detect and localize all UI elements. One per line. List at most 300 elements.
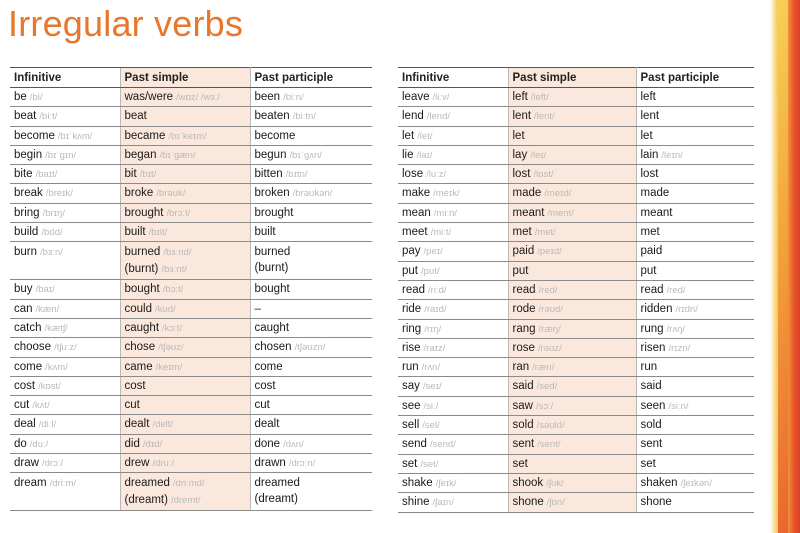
infinitive-phonetic: /ʃeɪk/ — [435, 477, 457, 489]
past-simple-word: dealt — [124, 418, 150, 431]
past-participle-cell — [250, 338, 372, 357]
past-simple-phonetic: /red/ — [538, 284, 558, 296]
verb-row — [398, 242, 754, 261]
past-participle-word: lent — [640, 110, 660, 123]
past-participle-cell — [636, 165, 754, 184]
verb-row — [10, 165, 372, 184]
infinitive-phonetic: /duː/ — [29, 438, 49, 450]
past-participle-phonetic: /dʌn/ — [283, 438, 304, 450]
infinitive-phonetic: /bɪld/ — [41, 227, 63, 239]
past-simple-cell — [120, 145, 250, 164]
infinitive-cell — [398, 493, 508, 512]
past-simple-alt-phonetic: /bɜːnt/ — [161, 264, 187, 276]
past-simple-phonetic: /left/ — [530, 92, 549, 103]
verb-row — [10, 107, 372, 126]
infinitive-cell — [10, 434, 120, 453]
header-past-simple: Past simple — [120, 68, 250, 88]
header-row — [398, 68, 754, 88]
past-participle-cell — [636, 358, 754, 377]
past-simple-word: bit — [124, 168, 137, 181]
infinitive-phonetic: /pʊt/ — [421, 265, 440, 277]
past-simple-word: left — [512, 91, 528, 103]
infinitive-word: build — [14, 226, 39, 239]
past-simple-phonetic: /dɪd/ — [142, 438, 163, 450]
verb-row — [10, 145, 372, 164]
past-participle-cell — [636, 203, 754, 222]
past-participle-word: dealt — [254, 418, 280, 431]
infinitive-cell — [398, 396, 508, 415]
infinitive-word: bite — [14, 168, 33, 181]
past-participle-cell — [250, 299, 372, 318]
past-participle-word: bitten — [254, 168, 283, 181]
past-participle-word: brought — [254, 206, 294, 219]
verb-row — [10, 376, 372, 395]
past-simple-phonetic: /ræŋ/ — [538, 323, 561, 335]
verb-row — [398, 165, 754, 184]
infinitive-phonetic: /biːt/ — [39, 111, 58, 123]
past-simple-phonetic: /rəʊz/ — [537, 342, 562, 354]
past-simple-cell — [120, 357, 250, 376]
past-participle-word: ridden — [640, 303, 673, 316]
infinitive-cell — [398, 358, 508, 377]
past-simple-phonetic: /wɒz/ /wɜː/ — [176, 92, 221, 103]
past-participle-phonetic: /biːn/ — [283, 92, 304, 103]
past-simple-word: did — [124, 437, 140, 450]
infinitive-cell — [398, 203, 508, 222]
past-simple-word: bought — [124, 283, 160, 296]
past-simple-cell — [508, 280, 636, 299]
past-simple-cell — [508, 435, 636, 454]
header-infinitive: Infinitive — [398, 68, 508, 88]
infinitive-word: make — [402, 187, 431, 200]
past-participle-phonetic: /red/ — [666, 284, 686, 296]
past-participle-cell — [250, 126, 372, 145]
past-simple-phonetic: /bɪt/ — [139, 169, 157, 181]
past-participle-cell — [636, 126, 754, 145]
past-simple-alt-word: (burnt) — [124, 263, 159, 276]
infinitive-phonetic: /raɪz/ — [423, 342, 446, 354]
infinitive-cell — [398, 223, 508, 242]
past-participle-cell — [250, 434, 372, 453]
infinitive-phonetic: /bɪˈkʌm/ — [57, 130, 93, 142]
verb-row — [10, 280, 372, 299]
past-participle-word: meant — [640, 206, 673, 219]
infinitive-cell — [10, 299, 120, 318]
infinitive-word: send — [402, 438, 427, 451]
past-simple-phonetic: /peɪd/ — [537, 246, 562, 258]
past-participle-cell — [250, 242, 372, 280]
past-participle-word: shone — [640, 496, 672, 509]
past-simple-alt-word: (dreamt) — [124, 494, 168, 507]
past-participle-cell — [250, 280, 372, 299]
infinitive-phonetic: /kɒst/ — [38, 380, 61, 392]
infinitive-cell — [398, 88, 508, 107]
past-simple-cell — [120, 434, 250, 453]
infinitive-word: break — [14, 187, 43, 200]
past-participle-cell — [636, 184, 754, 203]
past-participle-word: burned — [254, 246, 291, 259]
header-infinitive: Infinitive — [10, 68, 120, 88]
header-past-simple: Past simple — [508, 68, 636, 88]
infinitive-phonetic: /luːz/ — [426, 169, 447, 181]
past-simple-phonetic: /rəʊd/ — [538, 304, 563, 316]
page-title: Irregular verbs — [8, 3, 244, 44]
infinitive-cell — [398, 261, 508, 280]
past-simple-cell — [120, 338, 250, 357]
past-simple-word: set — [512, 457, 528, 470]
past-simple-phonetic: /sent/ — [537, 439, 561, 451]
past-simple-cell — [508, 338, 636, 357]
verb-row — [398, 280, 754, 299]
past-simple-phonetic: /lɒst/ — [533, 169, 554, 181]
infinitive-phonetic: /bi/ — [29, 92, 43, 103]
infinitive-word: lend — [402, 110, 424, 123]
past-simple-phonetic: /sɔː/ — [535, 400, 554, 412]
infinitive-cell — [398, 165, 508, 184]
infinitive-word: burn — [14, 246, 38, 259]
infinitive-phonetic: /brɪŋ/ — [42, 207, 65, 219]
past-participle-cell — [250, 203, 372, 222]
infinitive-cell — [398, 107, 508, 126]
past-simple-phonetic: /ræn/ — [532, 362, 555, 374]
past-participle-cell — [636, 473, 754, 492]
verb-row — [10, 223, 372, 242]
infinitive-phonetic: /bɜːn/ — [40, 247, 63, 259]
infinitive-cell — [398, 319, 508, 338]
infinitive-word: read — [402, 283, 426, 296]
past-participle-alt-word: (burnt) — [254, 262, 289, 275]
verb-row — [10, 338, 372, 357]
infinitive-word: bring — [14, 206, 40, 219]
past-participle-word: shaken — [640, 476, 678, 489]
past-simple-phonetic: /brɔːt/ — [166, 207, 191, 219]
infinitive-word: cut — [14, 399, 30, 412]
past-participle-phonetic: /leɪn/ — [661, 149, 683, 161]
past-simple-phonetic: /bɪlt/ — [148, 227, 168, 239]
past-participle-word: set — [640, 457, 656, 470]
past-simple-word: drew — [124, 457, 150, 470]
header-past-participle: Past participle — [250, 68, 372, 88]
verb-row — [398, 145, 754, 164]
past-participle-cell — [250, 473, 372, 511]
infinitive-word: come — [14, 360, 43, 373]
past-simple-phonetic: /lent/ — [534, 111, 555, 123]
infinitive-phonetic: /kætʃ/ — [44, 322, 68, 334]
verb-row — [10, 242, 372, 280]
infinitive-word: become — [14, 129, 55, 142]
infinitive-phonetic: /liːv/ — [432, 92, 450, 103]
past-participle-phonetic: /brəʊkən/ — [292, 188, 333, 200]
past-simple-word: cost — [124, 379, 146, 392]
infinitive-cell — [10, 454, 120, 473]
past-simple-cell — [508, 223, 636, 242]
past-simple-word: broke — [124, 187, 154, 200]
past-participle-word: built — [254, 226, 276, 239]
past-simple-cell — [508, 203, 636, 222]
past-simple-phonetic: /bɜːnd/ — [163, 247, 192, 259]
past-simple-word: saw — [512, 399, 533, 412]
infinitive-word: set — [402, 457, 418, 470]
past-participle-phonetic: /tʃəʊzn/ — [294, 342, 326, 354]
verb-row — [10, 473, 372, 511]
past-simple-word: burned — [124, 246, 161, 259]
infinitive-cell — [10, 203, 120, 222]
infinitive-phonetic: /riːd/ — [428, 284, 447, 296]
past-simple-word: met — [512, 226, 532, 239]
header-row — [10, 68, 372, 88]
past-participle-cell — [636, 396, 754, 415]
past-simple-cell — [120, 415, 250, 434]
infinitive-phonetic: /miːn/ — [433, 207, 458, 219]
past-simple-cell — [120, 318, 250, 337]
infinitive-word: beat — [14, 110, 37, 123]
past-simple-word: began — [124, 148, 157, 161]
past-simple-cell — [508, 88, 636, 107]
verb-row — [10, 318, 372, 337]
past-simple-word: lost — [512, 168, 531, 181]
past-simple-cell — [120, 454, 250, 473]
verb-row — [10, 357, 372, 376]
past-simple-phonetic: /druː/ — [152, 458, 175, 470]
past-participle-word: sold — [640, 419, 662, 432]
infinitive-word: say — [402, 380, 420, 393]
infinitive-word: draw — [14, 457, 39, 470]
infinitive-phonetic: /drɔː/ — [41, 458, 64, 470]
verb-row — [10, 88, 372, 107]
past-simple-word: lay — [512, 148, 528, 161]
infinitive-cell — [398, 280, 508, 299]
infinitive-word: mean — [402, 206, 431, 219]
past-participle-word: left — [640, 91, 656, 103]
infinitive-cell — [398, 454, 508, 473]
past-participle-word: been — [254, 91, 281, 103]
past-simple-phonetic: /bɪˈkeɪm/ — [168, 130, 207, 142]
infinitive-phonetic: /rʌn/ — [421, 362, 441, 374]
past-simple-cell — [508, 107, 636, 126]
infinitive-word: put — [402, 264, 418, 277]
past-simple-cell — [120, 473, 250, 511]
verb-row — [398, 107, 754, 126]
infinitive-word: pay — [402, 245, 421, 258]
infinitive-word: meet — [402, 226, 428, 239]
past-participle-word: paid — [640, 245, 663, 258]
past-participle-cell — [636, 261, 754, 280]
infinitive-phonetic: /baɪt/ — [35, 169, 58, 181]
past-participle-cell — [636, 242, 754, 261]
verb-row — [398, 261, 754, 280]
past-simple-word: said — [512, 380, 534, 393]
infinitive-cell — [10, 396, 120, 415]
past-simple-phonetic: /ment/ — [547, 207, 574, 219]
infinitive-cell — [398, 242, 508, 261]
past-simple-cell — [508, 165, 636, 184]
infinitive-cell — [398, 300, 508, 319]
past-participle-word: risen — [640, 341, 666, 354]
infinitive-phonetic: /sel/ — [422, 420, 440, 432]
infinitive-word: be — [14, 91, 27, 103]
past-simple-word: paid — [512, 245, 535, 258]
past-participle-cell — [636, 280, 754, 299]
infinitive-phonetic: /lend/ — [426, 111, 450, 123]
past-simple-cell — [508, 319, 636, 338]
past-simple-cell — [508, 416, 636, 435]
past-participle-cell — [636, 435, 754, 454]
past-participle-cell — [250, 145, 372, 164]
verb-row — [10, 203, 372, 222]
infinitive-word: choose — [14, 341, 52, 354]
past-simple-cell — [120, 280, 250, 299]
past-simple-phonetic: /meɪd/ — [544, 188, 572, 200]
past-simple-phonetic: /ʃɒn/ — [546, 497, 565, 509]
past-simple-cell — [120, 376, 250, 395]
past-participle-cell — [250, 415, 372, 434]
past-participle-cell — [636, 300, 754, 319]
past-participle-word: said — [640, 380, 662, 393]
verb-row — [10, 184, 372, 203]
infinitive-word: let — [402, 129, 415, 142]
decorative-page-edge — [770, 0, 800, 533]
past-participle-cell — [250, 396, 372, 415]
infinitive-phonetic: /meɪk/ — [433, 188, 460, 200]
past-simple-word: became — [124, 129, 166, 142]
past-participle-word: caught — [254, 321, 290, 334]
past-simple-word: caught — [124, 321, 160, 334]
past-participle-cell — [250, 357, 372, 376]
infinitive-word: dream — [14, 477, 47, 490]
infinitive-word: ring — [402, 322, 422, 335]
infinitive-cell — [10, 184, 120, 203]
infinitive-phonetic: /send/ — [429, 439, 456, 451]
past-simple-cell — [508, 300, 636, 319]
past-participle-word: chosen — [254, 341, 292, 354]
infinitive-cell — [398, 126, 508, 145]
infinitive-cell — [10, 145, 120, 164]
infinitive-cell — [10, 165, 120, 184]
past-simple-word: built — [124, 226, 146, 239]
past-simple-cell — [120, 223, 250, 242]
past-participle-cell — [636, 145, 754, 164]
past-simple-cell — [120, 126, 250, 145]
past-simple-word: could — [124, 302, 152, 315]
past-simple-phonetic: /sed/ — [536, 381, 558, 393]
past-simple-cell — [508, 261, 636, 280]
past-simple-cell — [508, 126, 636, 145]
infinitive-cell — [10, 242, 120, 280]
past-participle-cell — [250, 107, 372, 126]
past-participle-word: rung — [640, 322, 664, 335]
infinitive-cell — [10, 338, 120, 357]
infinitive-word: cost — [14, 379, 36, 392]
infinitive-phonetic: /laɪ/ — [416, 149, 433, 161]
past-participle-word: drawn — [254, 457, 286, 470]
past-simple-word: brought — [124, 206, 164, 219]
past-simple-cell — [120, 299, 250, 318]
past-participle-phonetic: /rʌŋ/ — [666, 323, 686, 335]
infinitive-phonetic: /miːt/ — [430, 227, 452, 239]
verb-row — [10, 415, 372, 434]
verb-row — [398, 338, 754, 357]
verb-row — [10, 454, 372, 473]
past-participle-phonetic: /biːtn/ — [292, 111, 316, 123]
verb-row — [10, 396, 372, 415]
verb-row — [10, 126, 372, 145]
past-participle-word: beaten — [254, 110, 290, 123]
past-participle-phonetic: /rɪdn/ — [675, 304, 698, 316]
infinitive-phonetic: /let/ — [417, 130, 433, 142]
past-participle-word: cost — [254, 379, 276, 392]
past-participle-word: run — [640, 361, 658, 374]
past-participle-cell — [636, 319, 754, 338]
past-participle-word: cut — [254, 399, 270, 412]
past-simple-word: was/were — [124, 91, 174, 103]
verb-row — [398, 88, 754, 107]
past-simple-word: sent — [512, 438, 535, 451]
past-participle-word: put — [640, 264, 657, 277]
infinitive-phonetic: /peɪ/ — [423, 246, 443, 258]
past-participle-cell — [636, 493, 754, 512]
past-simple-phonetic: /driːmd/ — [172, 478, 205, 490]
verb-row — [10, 299, 372, 318]
infinitive-cell — [10, 376, 120, 395]
past-participle-word: read — [640, 283, 664, 296]
infinitive-phonetic: /baɪ/ — [35, 284, 55, 296]
infinitive-phonetic: /rɪŋ/ — [424, 323, 442, 335]
verb-row — [398, 454, 754, 473]
past-participle-word: done — [254, 437, 281, 450]
past-simple-word: ran — [512, 361, 530, 374]
past-simple-word: came — [124, 360, 153, 373]
past-participle-word: – — [254, 302, 261, 315]
past-participle-cell — [636, 338, 754, 357]
past-simple-word: beat — [124, 110, 147, 123]
infinitive-cell — [398, 338, 508, 357]
past-participle-word: seen — [640, 399, 666, 412]
past-participle-word: made — [640, 187, 670, 200]
past-simple-cell — [120, 165, 250, 184]
past-participle-word: lain — [640, 148, 659, 161]
infinitive-word: rise — [402, 341, 421, 354]
past-simple-cell — [120, 203, 250, 222]
past-simple-alt-phonetic: /dremt/ — [170, 495, 201, 507]
verb-row — [398, 184, 754, 203]
past-simple-cell — [120, 184, 250, 203]
past-participle-cell — [250, 454, 372, 473]
infinitive-phonetic: /seɪ/ — [422, 381, 442, 393]
infinitive-word: lie — [402, 148, 414, 161]
past-simple-phonetic: /keɪm/ — [155, 361, 183, 373]
infinitive-cell — [10, 473, 120, 511]
past-simple-word: lent — [512, 110, 532, 123]
past-participle-phonetic: /drɔːn/ — [288, 458, 316, 470]
past-simple-cell — [508, 184, 636, 203]
infinitive-cell — [10, 357, 120, 376]
past-simple-cell — [508, 377, 636, 396]
past-participle-cell — [636, 107, 754, 126]
past-participle-word: bought — [254, 283, 290, 296]
infinitive-word: buy — [14, 283, 33, 296]
infinitive-cell — [10, 126, 120, 145]
past-simple-phonetic: /brəʊk/ — [156, 188, 186, 200]
past-simple-cell — [508, 493, 636, 512]
past-simple-cell — [508, 242, 636, 261]
past-simple-word: shone — [512, 496, 544, 509]
infinitive-cell — [398, 145, 508, 164]
past-simple-word: rose — [512, 341, 535, 354]
infinitive-cell — [10, 223, 120, 242]
infinitive-word: leave — [402, 91, 430, 103]
past-simple-word: read — [512, 283, 536, 296]
infinitive-word: shine — [402, 496, 430, 509]
